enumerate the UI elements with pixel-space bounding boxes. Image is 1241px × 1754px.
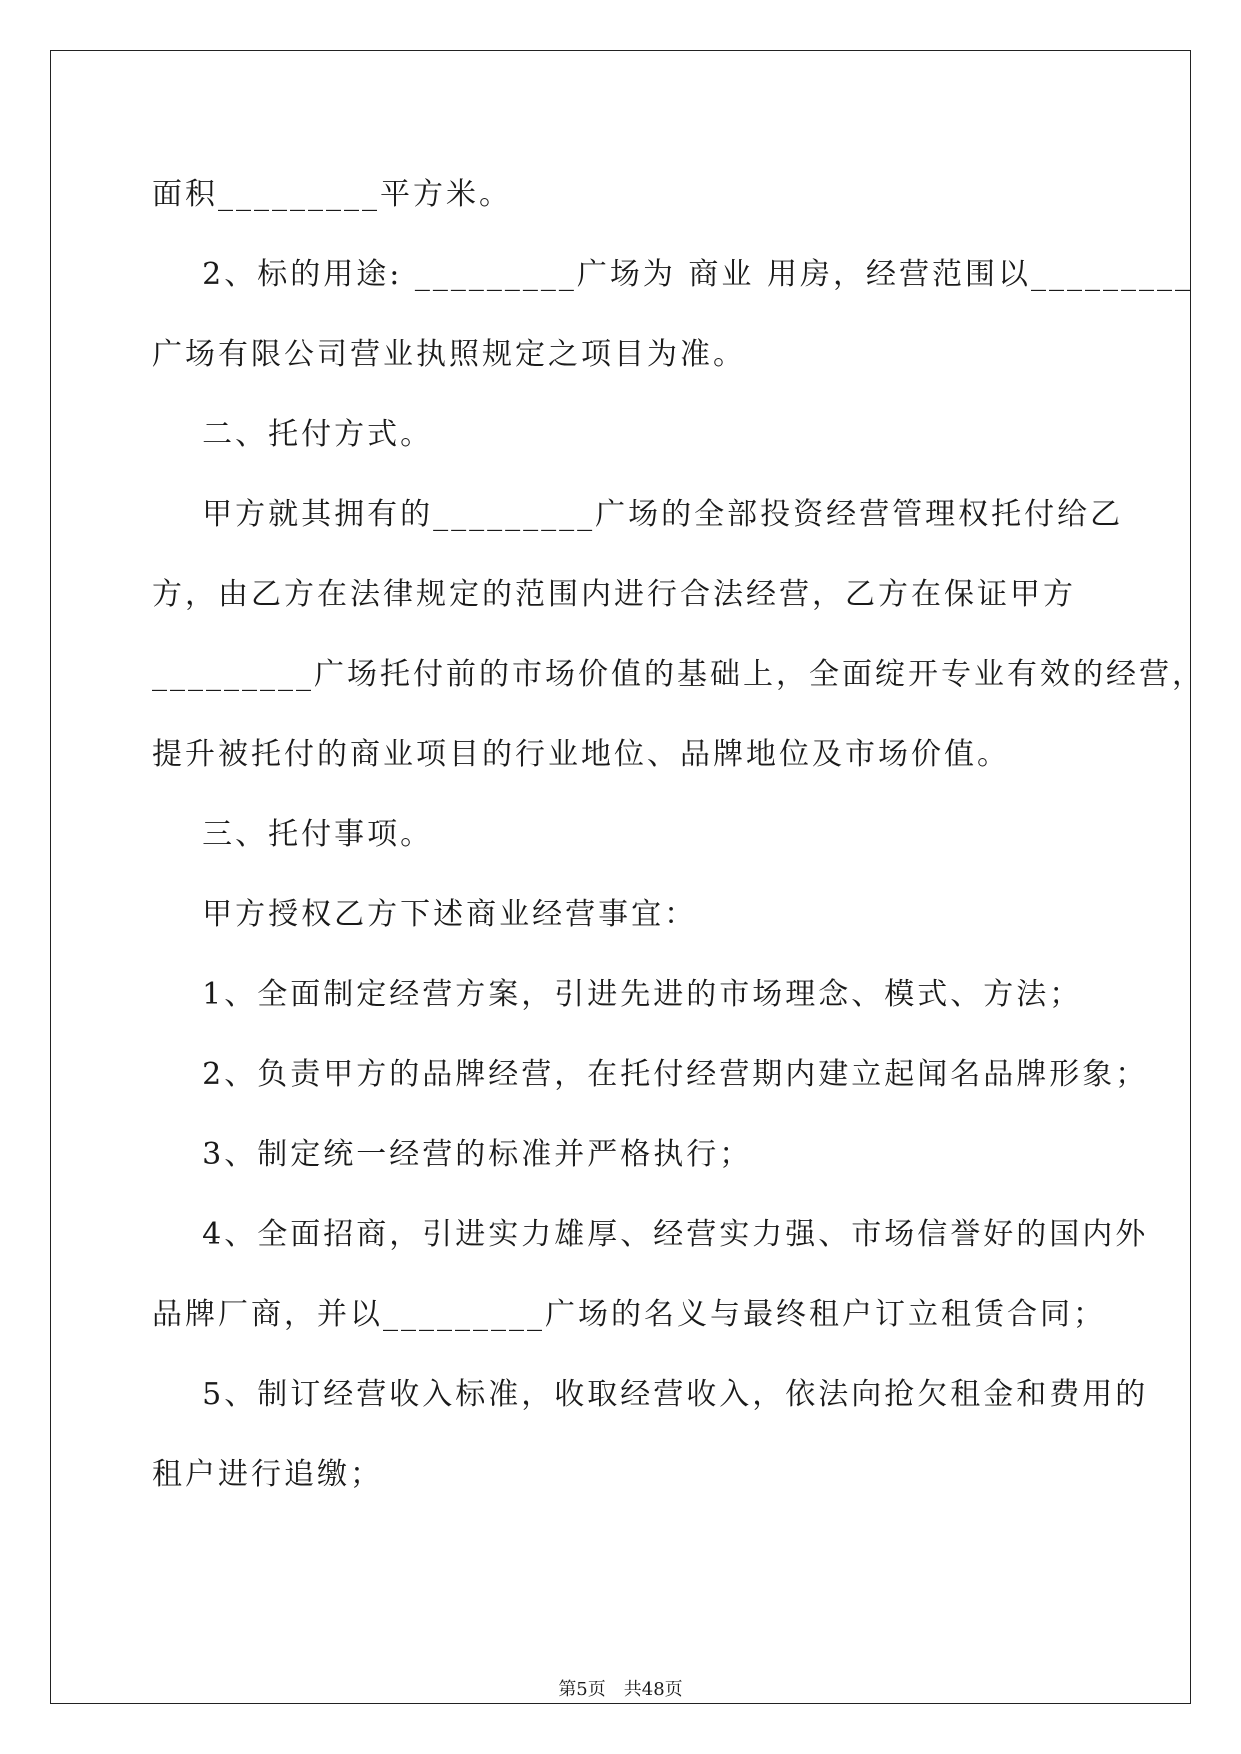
paragraph-line: _________广场托付前的市场价值的基础上，全面绽开专业有效的经营， xyxy=(152,657,1205,692)
paragraph-line: 甲方就其拥有的_________广场的全部投资经营管理权托付给乙 xyxy=(152,497,1124,532)
paragraph-line: 方，由乙方在法律规定的范围内进行合法经营，乙方在保证甲方 xyxy=(152,577,1076,612)
section-heading: 三、托付事项。 xyxy=(152,817,434,852)
paragraph-line: 提升被托付的商业项目的行业地位、品牌地位及市场价值。 xyxy=(152,737,1010,772)
list-item: 3、制定统一经营的标准并严格执行； xyxy=(152,1137,753,1172)
paragraph-line: 租户进行追缴； xyxy=(152,1457,383,1492)
paragraph-line: 甲方授权乙方下述商业经营事宜： xyxy=(152,897,698,932)
list-item: 5、制订经营收入标准，收取经营收入，依法向抢欠租金和费用的 xyxy=(152,1377,1149,1412)
list-item: 4、全面招商，引进实力雄厚、经营实力强、市场信誉好的国内外 xyxy=(152,1217,1149,1252)
paragraph-line: 2、标的用途: _________广场为 商业 用房，经营范围以_________ xyxy=(152,257,1193,292)
section-heading: 二、托付方式。 xyxy=(152,417,434,452)
list-item: 2、负责甲方的品牌经营，在托付经营期内建立起闻名品牌形象； xyxy=(152,1057,1149,1092)
paragraph-line: 品牌厂商，并以_________广场的名义与最终租户订立租赁合同； xyxy=(152,1297,1106,1332)
list-item: 1、全面制定经营方案，引进先进的市场理念、模式、方法； xyxy=(152,977,1083,1012)
paragraph-line: 广场有限公司营业执照规定之项目为准。 xyxy=(152,337,746,372)
paragraph-line: 面积_________平方米。 xyxy=(152,177,512,212)
page-footer: 第5页 共48页 xyxy=(558,1679,683,1700)
